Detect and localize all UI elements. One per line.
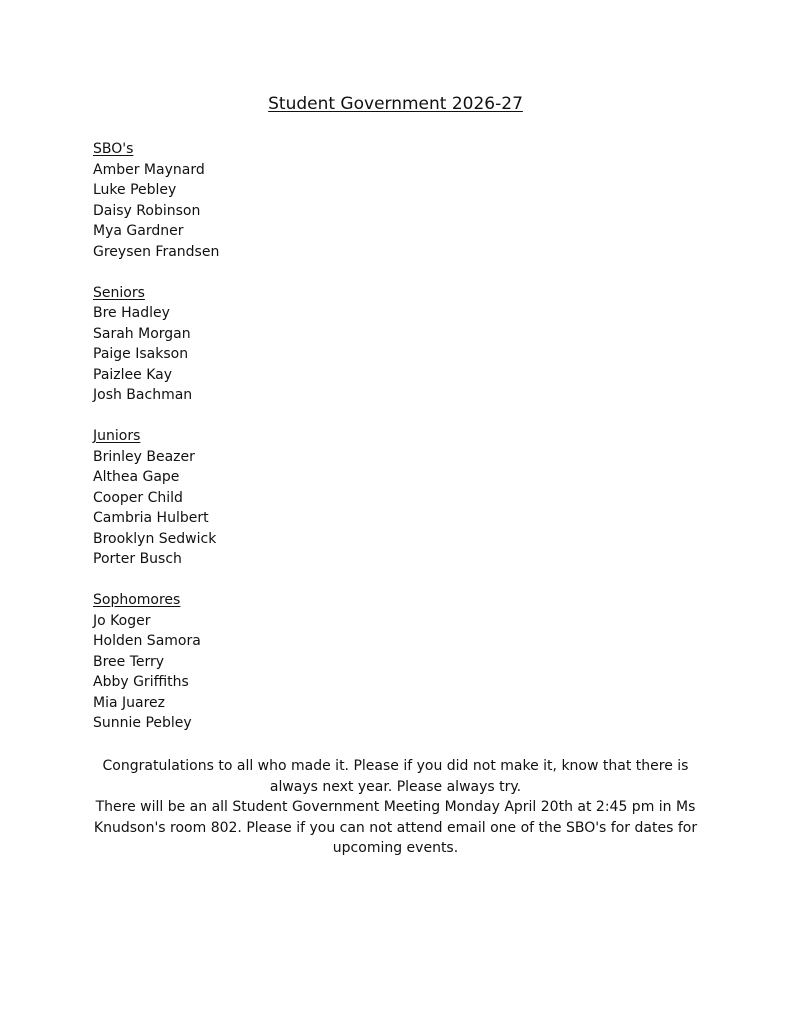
- member-list: [93, 160, 693, 263]
- group-heading: Sophomores: [93, 592, 181, 608]
- member-name: Mia Juarez: [93, 694, 165, 711]
- member-name: Porter Busch: [93, 551, 182, 567]
- member-groups: [93, 139, 693, 754]
- member-name: Amber Maynard: [93, 161, 205, 178]
- member-name: Abby Griffiths: [93, 674, 189, 690]
- group-juniors: [93, 426, 693, 570]
- member-name: Holden Samora: [93, 633, 201, 649]
- group-heading: Juniors: [93, 428, 141, 444]
- member-name: Jo Koger: [93, 612, 151, 629]
- member-name: Daisy Robinson: [93, 202, 201, 219]
- group-sbos: [93, 139, 693, 262]
- group-heading: Seniors: [93, 284, 145, 301]
- announcement: [93, 756, 698, 859]
- member-name: Sunnie Pebley: [93, 715, 192, 731]
- group-seniors: [93, 283, 693, 406]
- member-name: Cambria Hulbert: [93, 510, 209, 526]
- member-name: Cooper Child: [93, 489, 183, 506]
- member-name: Josh Bachman: [93, 387, 193, 403]
- congratulations-text: Congratulations to all who made it. Please if you did not make it, know that there is always next year. Please always try.: [102, 758, 689, 795]
- member-list: [93, 447, 693, 570]
- member-list: [93, 303, 693, 406]
- member-name: Paige Isakson: [93, 346, 189, 362]
- member-name: Paizlee Kay: [93, 366, 172, 383]
- member-name: Sarah Morgan: [93, 325, 191, 342]
- member-name: Bre Hadley: [93, 305, 170, 321]
- member-list: [93, 611, 693, 734]
- member-name: Greysen Frandsen: [93, 243, 220, 260]
- member-name: Brooklyn Sedwick: [93, 530, 217, 547]
- meeting-text: There will be an all Student Government Meeting Monday April 20th at 2:45 pm in Ms Knudson's room 802. Please if you can not attend email one of the SBO's for dates for upcoming events.: [93, 799, 698, 857]
- member-name: Brinley Beazer: [93, 448, 195, 465]
- member-name: Bree Terry: [93, 653, 165, 670]
- group-sophomores: [93, 590, 693, 734]
- group-heading: SBO's: [93, 141, 134, 157]
- member-name: Luke Pebley: [93, 182, 177, 198]
- member-name: Althea Gape: [93, 469, 180, 485]
- document-title: Student Government 2026-27: [268, 94, 523, 114]
- member-name: Mya Gardner: [93, 223, 184, 239]
